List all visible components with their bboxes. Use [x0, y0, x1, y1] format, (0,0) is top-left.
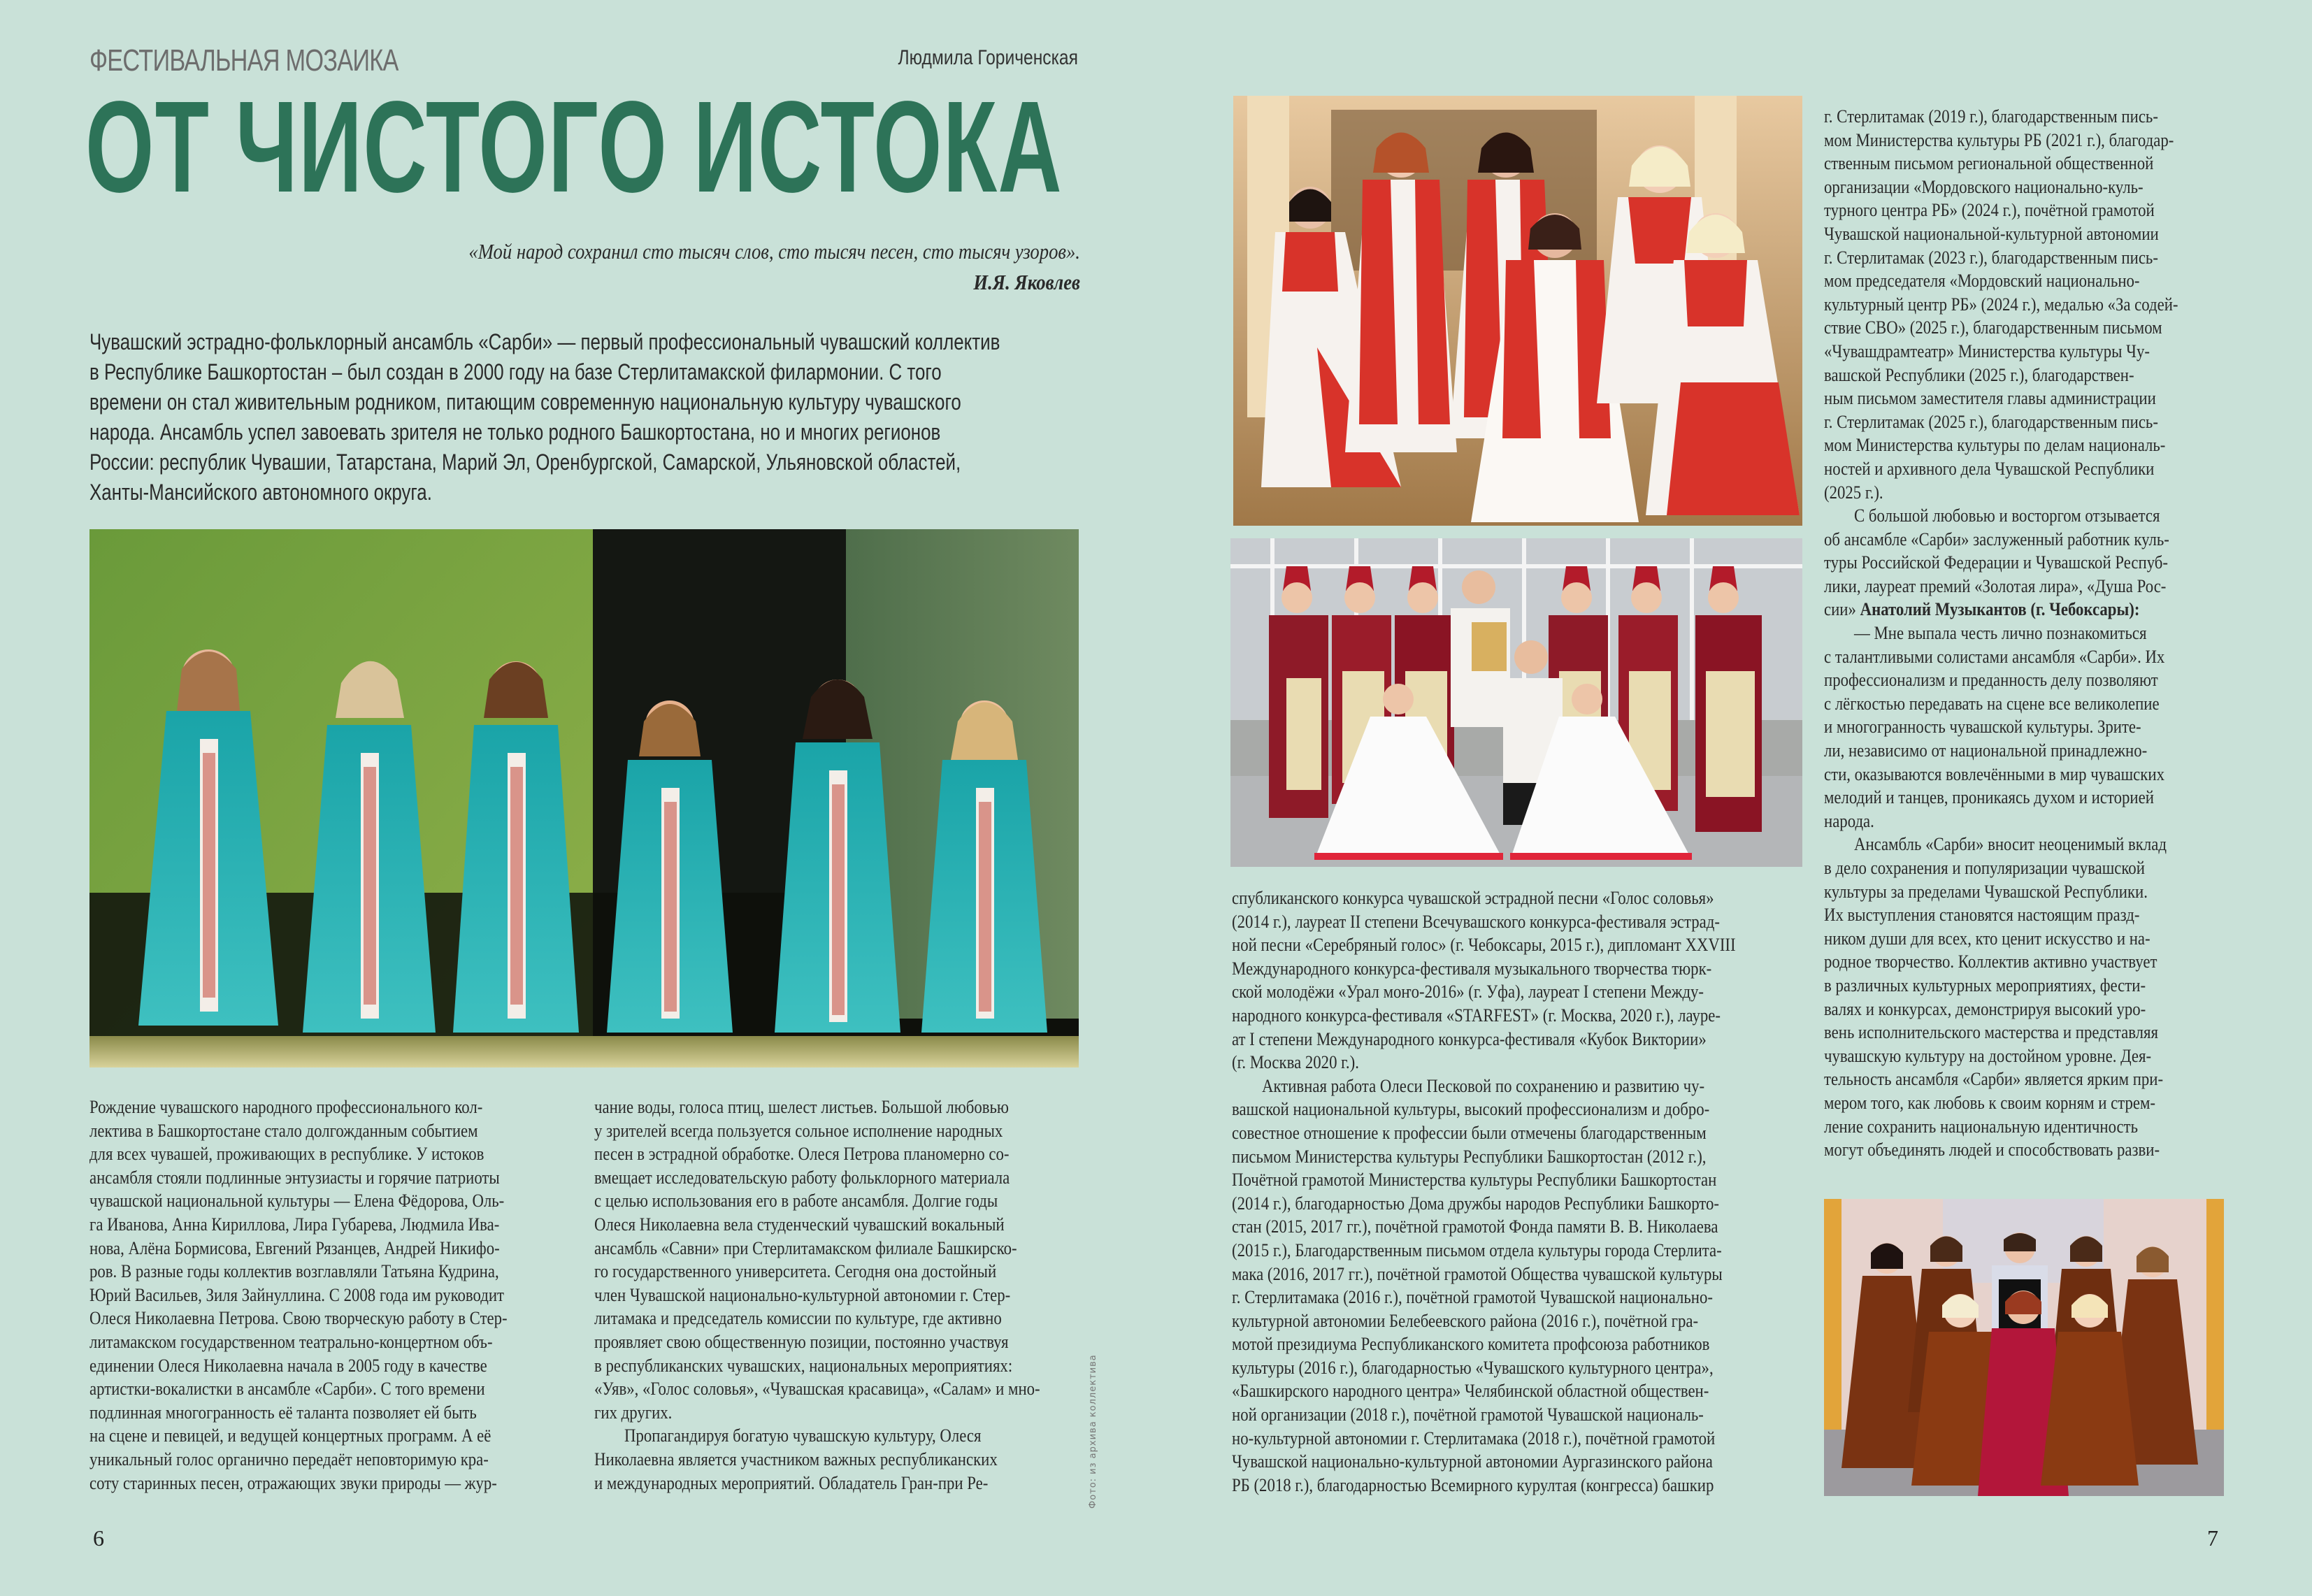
text-line: лики, лауреат премий «Золотая лира», «Душа Рос- — [1824, 575, 2167, 596]
stage-photo-illustration — [89, 529, 1079, 1067]
text-line: вашской национальной культуры, высокий профессионализм и добро- — [1232, 1098, 1710, 1120]
text-line: организации «Мордовского национально-куль- — [1824, 175, 2144, 197]
text-line: валях и конкурсах, демонстрируя высокий уро- — [1824, 998, 2146, 1019]
text-line: вмещает исследовательскую работу фольклорного материала — [594, 1166, 1010, 1188]
text-line: г. Стерлитамак (2023 г.), благодарственным пись- — [1824, 246, 2158, 268]
text-line: — Мне выпала честь лично познакомиться — [1854, 622, 2147, 644]
text-line: Пропагандируя богатую чувашскую культуру, Олеся — [624, 1425, 982, 1446]
photo-group-outdoor — [1230, 538, 1802, 867]
text-line: г. Стерлитамак (2019 г.), благодарственным пись- — [1824, 106, 2158, 127]
text-line: для всех чувашей, проживающих в республике. У истоков — [89, 1143, 484, 1165]
text-line: Международного конкурса-фестиваля музыкального творчества тюрк- — [1232, 957, 1712, 979]
text-line: лектива в Башкортостане стало долгожданным событием — [89, 1119, 478, 1141]
text-line: и многогранность чувашской культуры. Зрите- — [1824, 716, 2141, 738]
text-line: (2014 г.), благодарностью Дома дружбы народов Республики Башкорто- — [1232, 1192, 1719, 1214]
text-line: мом Министерства культуры РБ (2021 г.), благодар- — [1824, 129, 2174, 150]
text-line: г. Стерлитамака (2016 г.), почётной грамотой Чувашской национально- — [1232, 1286, 1713, 1308]
text-line: родное творчество. Коллектив активно участвует — [1824, 951, 2157, 972]
text-line: соту старинных песен, отражающих звуки природы — жур- — [89, 1472, 497, 1493]
text-line: мотой президиума Республиканского комитета профсоюза работников — [1232, 1333, 1710, 1355]
text-line: Рождение чувашского народного профессионального кол- — [89, 1096, 483, 1117]
text-line: (г. Москва 2020 г.). — [1232, 1051, 1359, 1073]
text-line — [1824, 598, 2227, 621]
text-line: С большой любовью и восторгом отзывается — [1854, 505, 2160, 526]
text-line: об ансамбле «Сарби» заслуженный работник куль- — [1824, 528, 2169, 549]
text-line: Николаевна является участником важных республиканских — [594, 1448, 998, 1469]
text-line: песен в эстрадной обработке. Олеся Петрова планомерно со- — [594, 1143, 1010, 1165]
text-line: мом председателя «Мордовский национально- — [1824, 270, 2140, 292]
text-line: литамака и председатель комиссии по культуре, где активно — [594, 1307, 1002, 1329]
epigraph — [468, 236, 1080, 298]
text-line: Юрий Васильев, Зиля Зайнуллина. С 2008 года им руководит — [89, 1284, 505, 1305]
text-line: чание воды, голоса птиц, шелест листьев. Большой любовью — [594, 1096, 1009, 1117]
text-line: Чувашской национально-культурной автономии Аургазинского района — [1232, 1451, 1713, 1472]
text-line: на сцене и певицей, и ведущей концертных программ. А её — [89, 1425, 491, 1446]
text-line: (2015 г.), Благодарственным письмом отдела культуры города Стерлита- — [1232, 1239, 1722, 1260]
photo-stage-performance — [89, 529, 1079, 1067]
section-label: ФЕСТИВАЛЬНАЯ МОЗАИКА — [89, 43, 399, 78]
text-line: Почётной грамотой Министерства культуры Республики Башкортостан — [1232, 1169, 1717, 1191]
text-line: ностей и архивного дела Чувашской Республики — [1824, 457, 2155, 479]
text-line: чувашской национальной культуры — Елена Фёдорова, Оль- — [89, 1190, 505, 1212]
text-line: РБ (2018 г.), благодарностью Всемирного курултая (конгресса) башкир — [1232, 1474, 1714, 1495]
group-outdoor-photo-illustration — [1230, 538, 1802, 867]
text-line: вень исполнительского мастерства и представляя — [1824, 1021, 2159, 1043]
text-line: артистки-вокалистки в ансамбле «Сарби». С того времени — [89, 1378, 485, 1400]
text-line: гих других. — [594, 1401, 673, 1423]
lead-line: России: республик Чувашии, Татарстана, Марий Эл, Оренбургской, Самарской, Ульяновской областей, — [89, 450, 961, 475]
text-line: проявляет свою общественную позиции, постоянно участвуя — [594, 1330, 1009, 1352]
text-line: с целью использования его в работе ансамбля. Долгие годы — [594, 1190, 998, 1212]
text-line: в республиканских чувашских, национальных мероприятиях: — [594, 1354, 1013, 1376]
text-line: тельность ансамбля «Сарби» является ярким при- — [1824, 1068, 2164, 1090]
text-line: ров. В разные годы коллектив возглавляли Татьяна Кудрина, — [89, 1260, 499, 1282]
lead-line: народа. Ансамбль успел завоевать зрителя не только родного Башкортостана, но и многих регионов — [89, 419, 941, 445]
epigraph-attribution: И.Я. Яковлев — [973, 270, 1080, 294]
text-line: с талантливыми солистами ансамбля «Сарби». Их — [1824, 645, 2165, 667]
page-number-left: 6 — [93, 1525, 104, 1551]
body-column-left-2 — [594, 1095, 1069, 1495]
author-byline: Людмила Гориченская — [898, 46, 1078, 69]
text-line: ансамбля стояли подлинные энтузиасты и горячие патриоты — [89, 1166, 500, 1188]
text-line: ской молодёжи «Урал моҥо-2016» (г. Уфа), лауреат I степени Между- — [1232, 981, 1704, 1002]
epigraph-quote: «Мой народ сохранил сто тысяч слов, сто тысяч песен, сто тысяч узоров». — [468, 239, 1080, 264]
text-line: народа. — [1824, 810, 1874, 831]
article-title: ОТ ЧИСТОГО ИСТОКА — [85, 75, 1063, 220]
photo-red-white-costumes — [1233, 96, 1802, 526]
lead-paragraph — [89, 327, 1098, 508]
text-line: Чувашской национальной-культурной автономии — [1824, 222, 2159, 244]
text-line: народного конкурса-фестиваля «STARFEST» (г. Москва, 2020 г.), лауре- — [1232, 1004, 1721, 1026]
text-line: профессионализм и преданность делу позволяют — [1824, 669, 2158, 691]
text-line: г. Стерлитамак (2025 г.), благодарственным пись- — [1824, 410, 2158, 432]
text-line: ной организации (2018 г.), почётной грамотой Чувашской националь- — [1232, 1404, 1704, 1425]
text-line: Олеся Николаевна Петрова. Свою творческую работу в Стер- — [89, 1307, 508, 1329]
brown-costumes-photo-illustration — [1824, 1199, 2224, 1496]
photo-brown-costumes — [1824, 1199, 2224, 1496]
text-line: ной песни «Серебряный голос» (г. Чебоксары, 2015 г.), дипломант XXVIII — [1232, 934, 1736, 956]
lead-line: Ханты-Мансийского автономного округа. — [89, 480, 432, 505]
text-line: ление сохранить национальную идентичность — [1824, 1115, 2139, 1137]
text-line: га Иванова, Анна Кириллова, Лира Губарева, Людмила Ива- — [89, 1213, 500, 1235]
body-column-right-1 — [1232, 886, 1785, 1497]
text-line: турного центра РБ» (2024 г.), почётной грамотой — [1824, 199, 2155, 221]
text-line: го государственного университета. Сегодня она достойный — [594, 1260, 997, 1282]
text-line: уникальный голос органично передаёт неповторимую кра- — [89, 1448, 489, 1469]
text-line: мака (2016, 2017 гг.), почётной грамотой Общества чувашской культуры — [1232, 1263, 1723, 1284]
quoted-person-name: Анатолий Музыкантов (г. Чебоксары): — [1855, 598, 2140, 620]
text-line: Олеся Николаевна вела студенческий чувашский вокальный — [594, 1213, 1005, 1235]
page-number-right: 7 — [2207, 1525, 2218, 1551]
text-line: в дело сохранения и популяризации чувашской — [1824, 857, 2145, 878]
text-line: стан (2015, 2017 гг.), почётной грамотой Фонда памяти В. В. Николаева — [1232, 1216, 1718, 1237]
text-line: Активная работа Олеси Песковой по сохранению и развитию чу- — [1262, 1074, 1705, 1096]
text-line: ным письмом заместителя главы администрации — [1824, 387, 2156, 409]
text-line: туры Российской Федерации и Чувашской Респуб- — [1824, 552, 2169, 573]
text-line: вашской Республики (2025 г.), благодарствен- — [1824, 364, 2134, 385]
text-line: могут объединять людей и способствовать разви- — [1824, 1139, 2160, 1160]
text-line: и международных мероприятий. Обладатель Гран-при Ре- — [594, 1472, 989, 1493]
text-line: «Чувашдрамтеатр» Министерства культуры Чу- — [1824, 340, 2150, 361]
lead-line: Чувашский эстрадно-фольклорный ансамбль «Сарби» — первый профессиональный чувашский коллектив — [89, 329, 1000, 354]
text-line: ансамбль «Савни» при Стерлитамакском филиале Башкирско- — [594, 1237, 1017, 1258]
text-line: культуры за пределами Чувашской Республики. — [1824, 880, 2148, 902]
text-line: член Чувашской национально-культурной автономии г. Стер- — [594, 1284, 1011, 1305]
text-line: мелодий и танцев, проникаясь духом и историей — [1824, 786, 2154, 808]
text-line: письмом Министерства культуры Республики Башкортостан (2012 г.), — [1232, 1145, 1707, 1167]
lead-line: времени он стал живительным родником, питающим современную национальную культуру чувашского — [89, 389, 961, 415]
text-line: (2014 г.), лауреат II степени Всечувашского конкурса-фестиваля эстрад- — [1232, 910, 1720, 932]
text-line: ат I степени Международного конкурса-фестиваля «Кубок Виктории» — [1232, 1028, 1707, 1049]
photo-credit: Фото: из архива коллектива — [1088, 1354, 1098, 1509]
text-line: ли, независимо от национальной принадлежно- — [1824, 740, 2148, 761]
text-line: в различных культурных мероприятиях, фести- — [1824, 974, 2146, 995]
text-line: у зрителей всегда пользуется сольное исполнение народных — [594, 1119, 1003, 1141]
text-line: ствие СВО» (2025 г.), благодарственным письмом — [1824, 317, 2162, 338]
text-line: ственным письмом региональной общественной — [1824, 152, 2154, 174]
text-line: «Башкирского народного центра» Челябинской областной обществен- — [1232, 1380, 1709, 1402]
text-line: Их выступления становятся настоящим празд- — [1824, 904, 2140, 926]
text-line: культурный центр РБ» (2024 г.), медалью «За содей- — [1824, 293, 2178, 315]
red-white-photo-illustration — [1233, 96, 1802, 526]
text-line: культурной автономии Белебеевского района (2016 г.), почётной гра- — [1232, 1309, 1699, 1331]
text-line: подлинная многогранность её таланта позволяет ей быть — [89, 1401, 477, 1423]
text-line: чувашскую культуру на достойном уровне. Дея- — [1824, 1044, 2152, 1066]
text-line: нова, Алёна Бормисова, Евгений Рязанцев, Андрей Никифо- — [89, 1237, 500, 1258]
body-column-left-1 — [89, 1095, 564, 1495]
lead-line: в Республике Башкортостан – был создан в 2000 году на базе Стерлитамакской филармонии. С того — [89, 359, 942, 384]
text-fragment: сии» — [1824, 598, 1856, 620]
text-line: мером того, как любовь к своим корням и стрем- — [1824, 1091, 2155, 1113]
text-line: спубликанского конкурса чувашской эстрадной песни «Голос соловья» — [1232, 887, 1714, 908]
text-line: литамакском государственном театрально-концертном объ- — [89, 1330, 493, 1352]
text-line: Ансамбль «Сарби» вносит неоценимый вклад — [1854, 833, 2167, 855]
text-line: единении Олеся Николаевна начала в 2005 году в качестве — [89, 1354, 487, 1376]
text-line: но-культурной автономии г. Стерлитамака (2018 г.), почётной грамотой — [1232, 1427, 1716, 1448]
text-line: с лёгкостью передавать на сцене все великолепие — [1824, 692, 2160, 714]
text-line: культуры (2016 г.), благодарностью «Чувашского культурного центра», — [1232, 1356, 1714, 1378]
text-line: ником души для всех, кто ценит искусство и на- — [1824, 927, 2151, 949]
text-line: совестное отношение к профессии были отмечены благодарственным — [1232, 1121, 1707, 1143]
text-line: сти, оказываются вовлечёнными в мир чувашских — [1824, 763, 2164, 784]
body-column-right-2 — [1824, 105, 2227, 1162]
text-line: «Уяв», «Голос соловья», «Чувашская красавица», «Салам» и мно- — [594, 1378, 1040, 1400]
text-line: мом Министерства культуры по делам националь- — [1824, 434, 2166, 456]
text-line: (2025 г.). — [1824, 481, 1883, 503]
